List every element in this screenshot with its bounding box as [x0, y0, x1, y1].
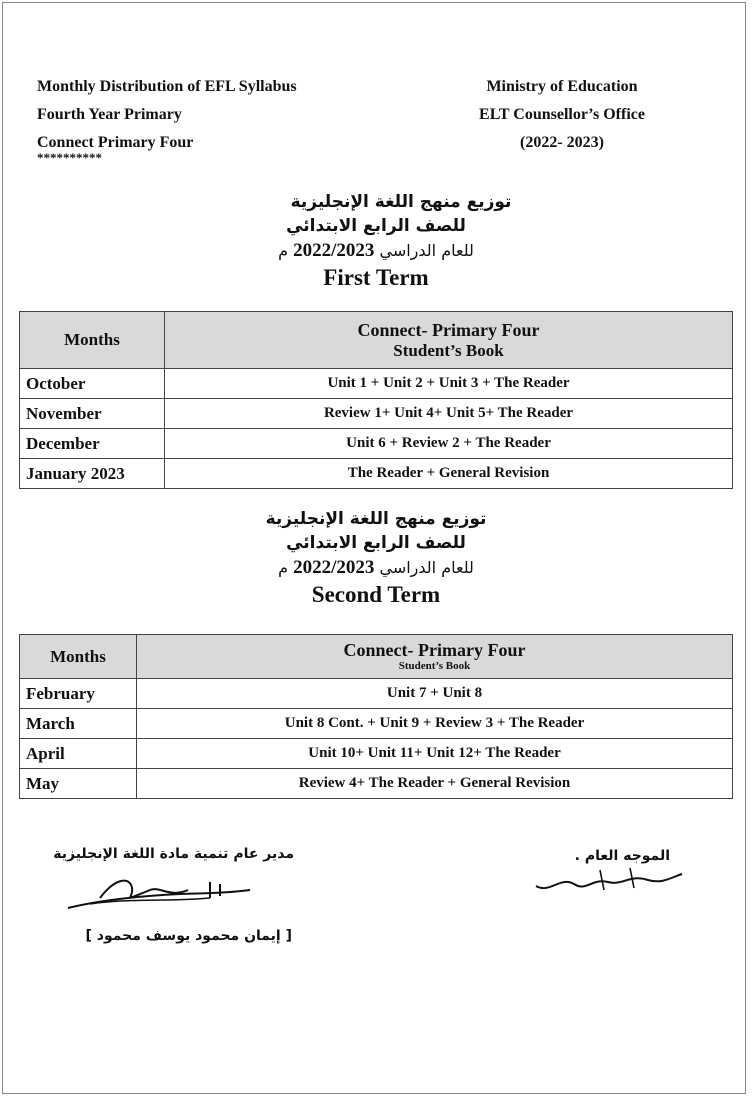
term1-ar-year-suffix: م — [278, 241, 289, 260]
book-title: Connect- Primary Four — [357, 319, 540, 340]
table-row — [20, 769, 733, 799]
content-cell: Unit 6 + Review 2 + The Reader — [165, 429, 733, 459]
month-cell: April — [20, 739, 137, 769]
syllabus-title: Monthly Distribution of EFL Syllabus — [37, 78, 297, 95]
term1-ar-line2: للصف الرابع الابتدائي — [286, 216, 466, 236]
right-signature-image — [530, 864, 690, 900]
term2-heading — [0, 507, 752, 609]
content-cell: Unit 10+ Unit 11+ Unit 12+ The Reader — [137, 739, 733, 769]
book-title: Connect- Primary Four — [343, 640, 526, 660]
header-left — [37, 73, 297, 157]
content-cell: Unit 8 Cont. + Unit 9 + Review 3 + The Reader — [137, 709, 733, 739]
table-row — [20, 369, 733, 399]
month-cell: November — [20, 399, 165, 429]
ministry-label: Ministry of Education — [486, 78, 638, 95]
course-label: Connect Primary Four — [37, 134, 194, 151]
month-cell: March — [20, 709, 137, 739]
term2-ar-year-suffix: م — [278, 558, 289, 577]
term1-table — [19, 311, 733, 489]
term2-ar-year — [0, 555, 752, 581]
table-row — [20, 709, 733, 739]
month-cell: December — [20, 429, 165, 459]
table-header-row — [20, 635, 733, 679]
office-label: ELT Counsellor’s Office — [479, 106, 645, 123]
term2-ar-year-prefix: للعام الدراسي — [379, 558, 474, 577]
grade-label: Fourth Year Primary — [37, 106, 182, 123]
month-cell: January 2023 — [20, 459, 165, 489]
table-row — [20, 429, 733, 459]
table-header-row — [20, 312, 733, 369]
stars-divider: ********** — [37, 150, 102, 165]
term2-ar-line1: توزيع منهج اللغة الإنجليزية — [265, 509, 487, 529]
term1-ar-year — [0, 238, 752, 264]
right-signatory-title: الموجه العام . — [574, 848, 670, 864]
month-cell: February — [20, 679, 137, 709]
content-cell: The Reader + General Revision — [165, 459, 733, 489]
book-subtitle: Student’s Book — [393, 340, 504, 360]
month-cell: October — [20, 369, 165, 399]
table-row — [20, 399, 733, 429]
month-cell: May — [20, 769, 137, 799]
content-cell: Review 1+ Unit 4+ Unit 5+ The Reader — [165, 399, 733, 429]
book-header — [137, 635, 733, 679]
year-label: (2022- 2023) — [520, 134, 604, 151]
content-cell: Unit 7 + Unit 8 — [137, 679, 733, 709]
content-cell: Review 4+ The Reader + General Revision — [137, 769, 733, 799]
term2-year-number: 2022/2023 — [293, 557, 375, 578]
book-subtitle: Student’s Book — [398, 660, 471, 672]
table-row — [20, 459, 733, 489]
term2-table — [19, 634, 733, 799]
table-row — [20, 679, 733, 709]
left-signatory-name: [ إيمان محمود يوسف محمود ] — [85, 928, 292, 944]
term2-ar-line2: للصف الرابع الابتدائي — [286, 533, 466, 553]
term1-ar-line1: توزيع منهج اللغة الإنجليزية — [290, 192, 512, 212]
left-signatory-title: مدير عام تنمية مادة اللغة الإنجليزية — [53, 846, 294, 862]
term1-title: First Term — [323, 265, 429, 290]
content-cell: Unit 1 + Unit 2 + Unit 3 + The Reader — [165, 369, 733, 399]
term1-year-number: 2022/2023 — [293, 240, 375, 261]
term2-title: Second Term — [311, 582, 441, 607]
left-signature-image — [60, 868, 260, 918]
months-header: Months — [20, 635, 137, 679]
book-header — [165, 312, 733, 369]
header-right — [462, 73, 662, 157]
term1-ar-year-prefix: للعام الدراسي — [379, 241, 474, 260]
months-header: Months — [20, 312, 165, 369]
table-row — [20, 739, 733, 769]
term1-heading — [0, 190, 752, 292]
